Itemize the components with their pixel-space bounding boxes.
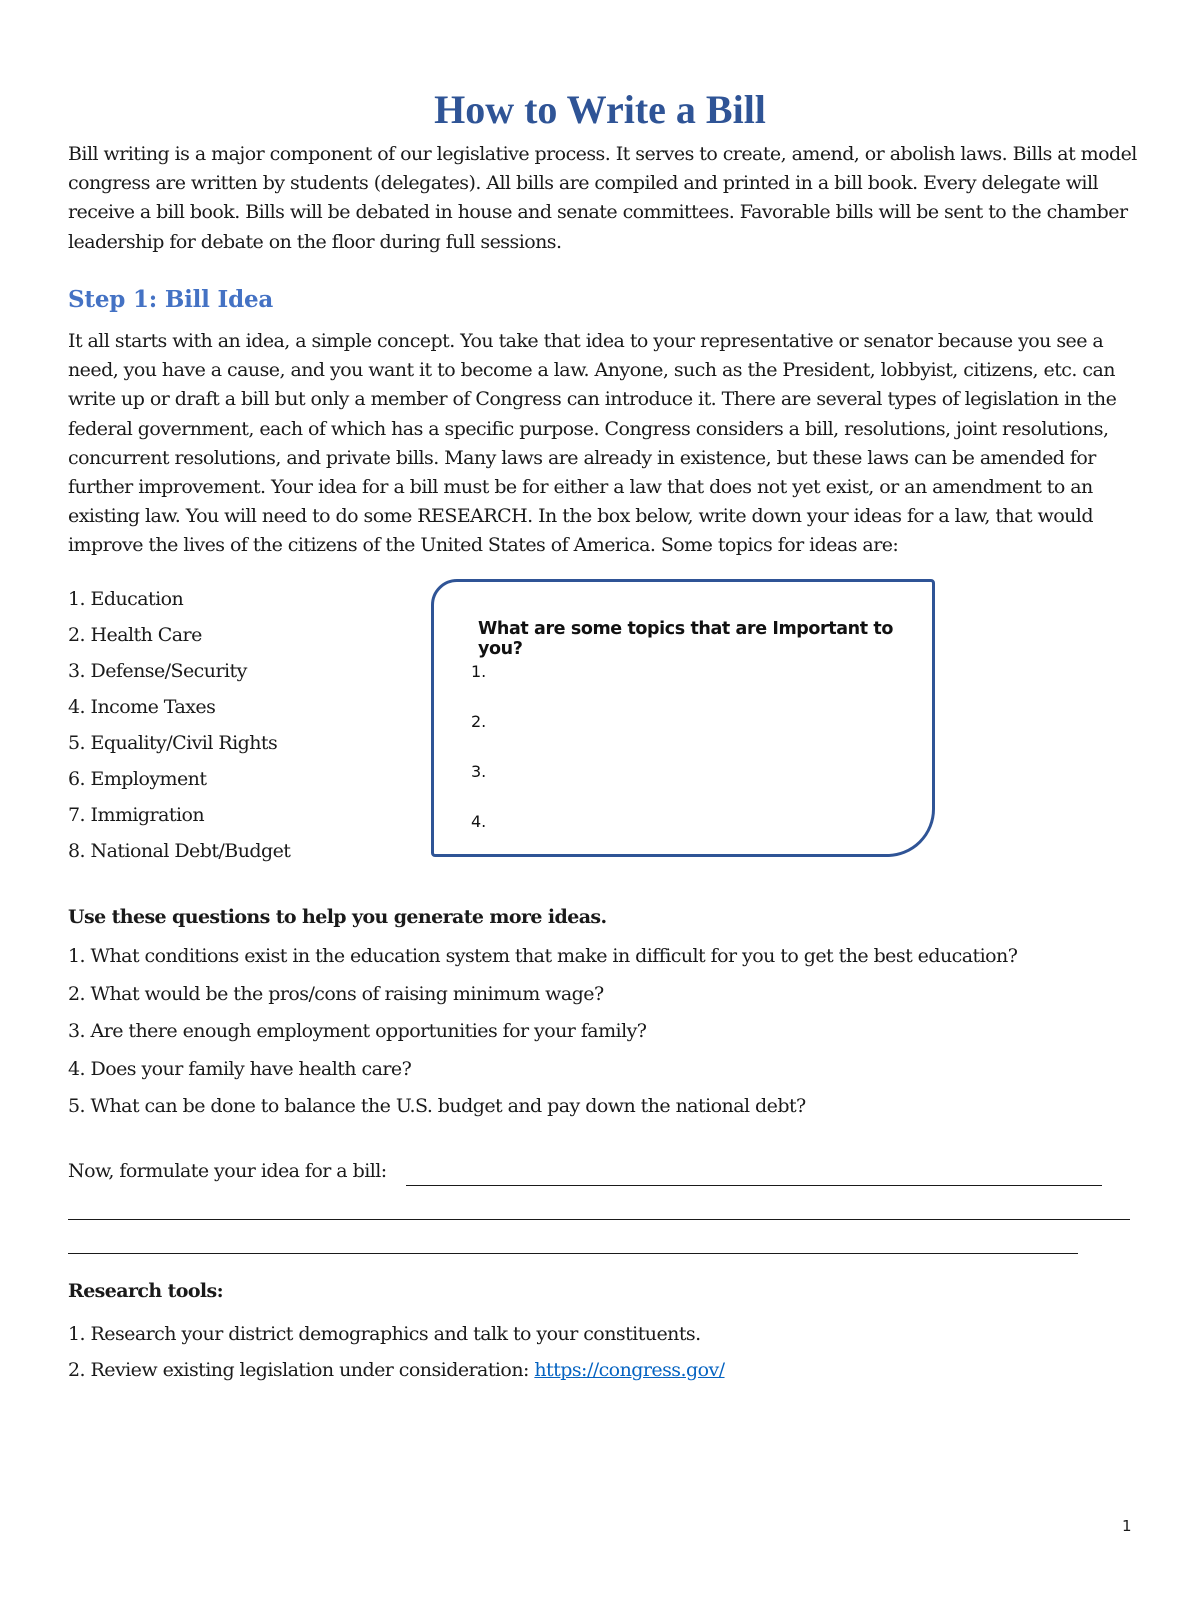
list-item: 2. Health Care bbox=[68, 624, 202, 646]
list-item: 4. Does your family have health care? bbox=[68, 1057, 412, 1080]
research-list bbox=[68, 1320, 725, 1392]
step-1-paragraph: It all starts with an idea, a simple concept. You take that idea to your representative or senator because you see a need, you have a cause, and you want it to become a law. Anyone, such as the President, lobbyist, citizens, etc. can write up or draft a bill but only a member of Congress can introduce it. There are several types of legislation in the federal government, each of which has a specific purpose. Congress considers a bill, resolutions, joint resolutions, concurrent resolutions, and private bills. Many laws are already in existence, but these laws can be amended for further improvement. Your idea for a bill must be for either a law that does not yet exist, or an amendment to an existing law. You will need to do some RESEARCH. In the box below, write down your ideas for a law, that would improve the lives of the citizens of the United States of America. Some topics for ideas are: bbox=[68, 330, 1117, 557]
answer-line-2[interactable] bbox=[68, 1219, 1130, 1220]
topics-box-line-4[interactable]: 4. bbox=[471, 812, 487, 831]
list-item bbox=[68, 1356, 725, 1392]
list-item: 4. Income Taxes bbox=[68, 696, 216, 718]
research-item-text: 2. Review existing legislation under consideration: bbox=[68, 1359, 535, 1381]
topics-box-line-2[interactable]: 2. bbox=[471, 712, 487, 731]
topic-list bbox=[68, 585, 290, 873]
list-item: 6. Employment bbox=[68, 768, 207, 790]
list-item: 5. What can be done to balance the U.S. budget and pay down the national debt? bbox=[68, 1095, 806, 1118]
list-item: 3. Are there enough employment opportunities for your family? bbox=[68, 1020, 647, 1043]
congress-link[interactable]: https://congress.gov/ bbox=[534, 1359, 725, 1381]
research-heading: Research tools: bbox=[68, 1280, 224, 1302]
questions-list bbox=[68, 942, 1017, 1130]
questions-heading: Use these questions to help you generate more ideas. bbox=[68, 906, 607, 928]
list-item: 7. Immigration bbox=[68, 804, 205, 826]
step-1-heading: Step 1: Bill Idea bbox=[68, 286, 274, 313]
list-item: 3. Defense/Security bbox=[68, 660, 247, 682]
intro-paragraph: Bill writing is a major component of our legislative process. It serves to create, amend, or abolish laws. Bills at model congress are written by students (delegates). All bills are compiled and printed in a bill book. Every delegate will receive a bill book. Bills will be debated in house and senate committees. Favorable bills will be sent to the chamber leadership for debate on the floor during full sessions. bbox=[68, 143, 1137, 253]
topics-box-line-1[interactable]: 1. bbox=[471, 662, 487, 681]
formulate-prompt: Now, formulate your idea for a bill: bbox=[68, 1160, 387, 1182]
topics-box-line-3[interactable]: 3. bbox=[471, 762, 487, 781]
list-item: 2. What would be the pros/cons of raising minimum wage? bbox=[68, 982, 604, 1005]
page-title: How to Write a Bill bbox=[434, 87, 766, 132]
answer-line-1[interactable] bbox=[406, 1185, 1102, 1186]
answer-line-3[interactable] bbox=[68, 1253, 1078, 1254]
list-item: 1. Education bbox=[68, 588, 184, 610]
topics-box[interactable] bbox=[431, 579, 935, 857]
list-item: 1. What conditions exist in the education system that make in difficult for you to get the best education? bbox=[68, 945, 1018, 967]
list-item: 5. Equality/Civil Rights bbox=[68, 732, 278, 754]
list-item: 8. National Debt/Budget bbox=[68, 840, 291, 862]
page-number: 1 bbox=[1122, 1517, 1132, 1535]
topics-box-title: What are some topics that are Important to you? bbox=[478, 619, 893, 659]
list-item: 1. Research your district demographics and talk to your constituents. bbox=[68, 1323, 701, 1345]
